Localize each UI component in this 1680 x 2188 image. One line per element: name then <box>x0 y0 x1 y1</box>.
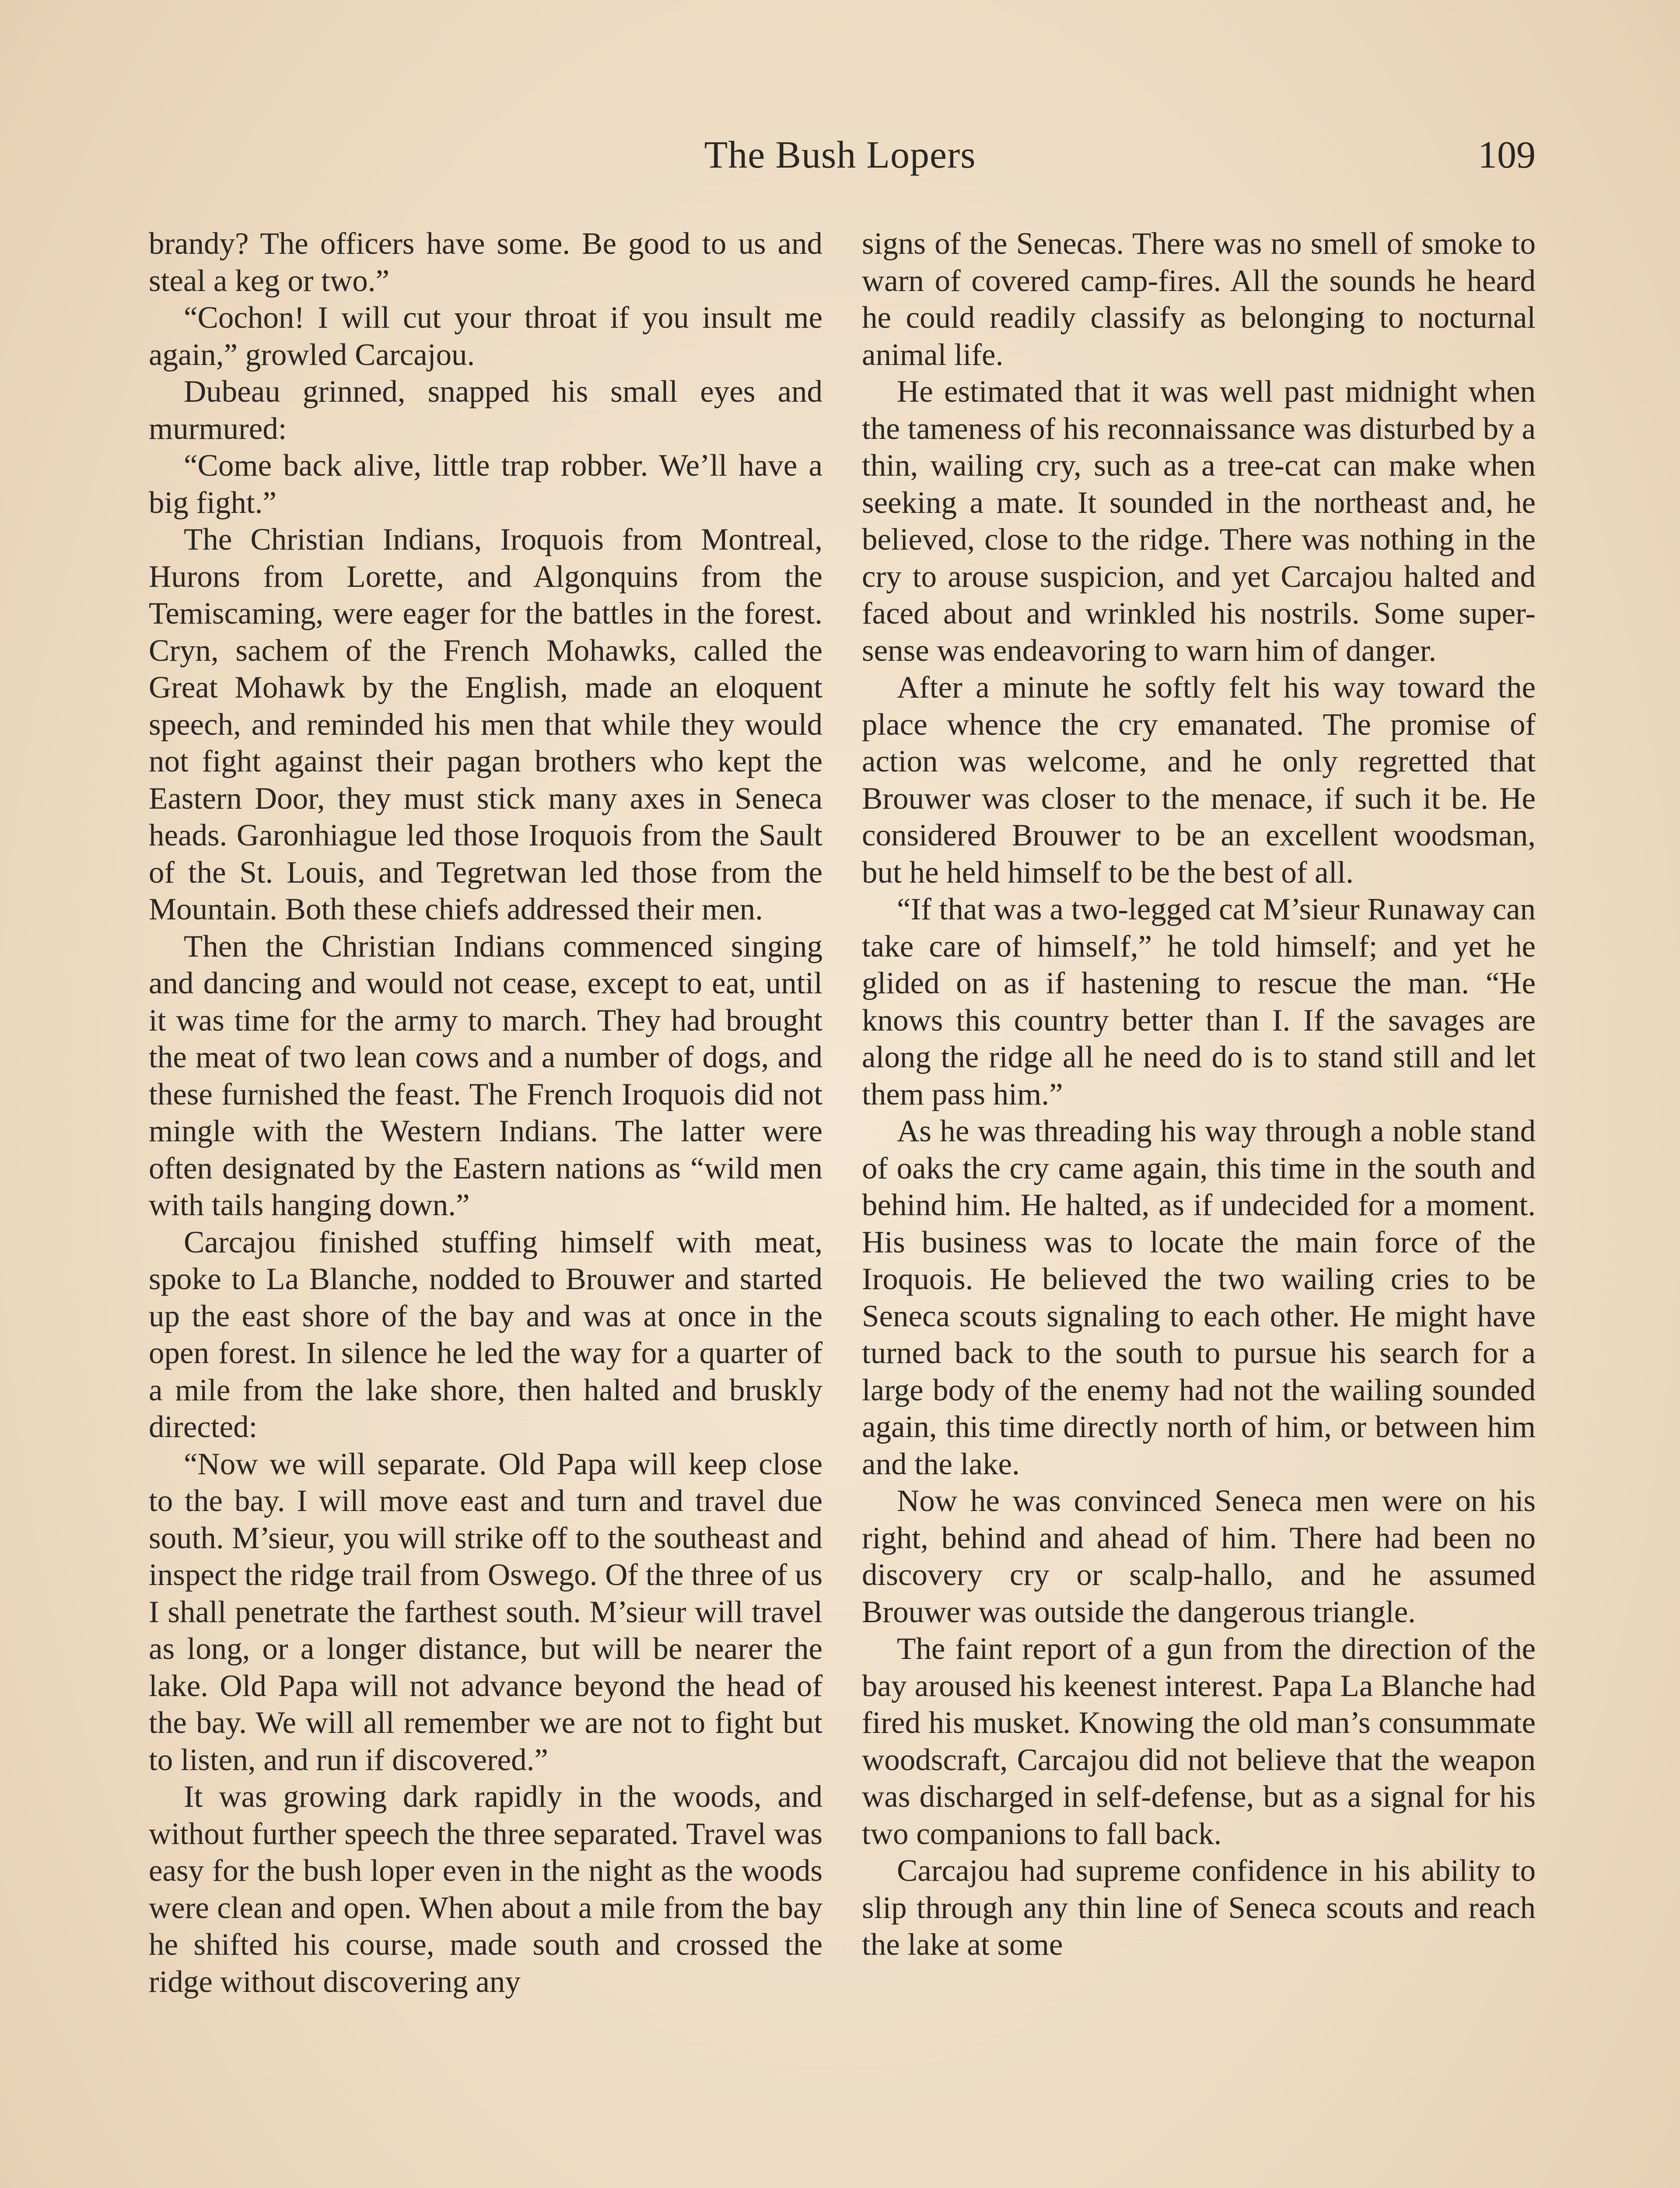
right-column <box>862 225 1536 1964</box>
page-header <box>144 131 1536 188</box>
paragraph: “Now we will separate. Old Papa will keep close to the bay. I will move east and turn and travel due south. M’sieur, you will strike off to the southeast and inspect the ridge trail from Oswego. Of the three of us I shall penetrate the farthest south. M’sieur will travel as long, or a longer distance, but will be nearer the lake. Old Papa will not advance beyond the head of the bay. We will all remember we are not to fight but to listen, and run if discovered.” <box>149 1447 822 1777</box>
page-number: 109 <box>1478 134 1536 176</box>
paragraph: brandy? The officers have some. Be good to us and steal a keg or two.” <box>149 227 822 298</box>
paragraph: Carcajou finished stuffing himself with meat, spoke to La Blanche, nodded to Brouwer and started up the east shore of the bay and was at once in the open forest. In silence he led the way for a quarter of a mile from the lake shore, then halted and bruskly directed: <box>149 1225 822 1444</box>
paragraph: After a minute he softly felt his way toward the place whence the cry emanated. The promise of action was welcome, and he only regretted that Brouwer was closer to the menace, if such it be. He considered Brouwer to be an excellent woodsman, but he held himself to be the best of all. <box>862 670 1536 890</box>
paragraph: “Cochon! I will cut your throat if you insult me again,” growled Carcajou. <box>149 301 822 372</box>
paragraph: Dubeau grinned, snapped his small eyes and murmured: <box>149 375 822 446</box>
paragraph: The faint report of a gun from the direction of the bay aroused his keenest interest. Papa La Blanche had fired his musket. Knowing the old man’s consummate woodscraft, Carcajou did not believe that the weapon was discharged in self-defense, but as a signal for his two companions to fall back. <box>862 1632 1536 1851</box>
paragraph: “Come back alive, little trap robber. We’ll have a big fight.” <box>149 449 822 520</box>
running-head: The Bush Lopers <box>704 134 976 176</box>
paragraph: Then the Christian Indians commenced singing and dancing and would not cease, except to eat, until it was time for the army to march. They had brought the meat of two lean cows and a number of dogs, and these furnished the feast. The French Iroquois did not mingle with the Western Indians. The latter were often designated by the Eastern nations as “wild men with tails hanging down.” <box>149 929 822 1222</box>
paragraph: It was growing dark rapidly in the woods, and without further speech the three separated. Travel was easy for the bush loper even in the night as the woods were clean and open. When about a mile from the bay he shifted his course, made south and crossed the ridge without discovering any <box>149 1780 822 1999</box>
paragraph: Carcajou had supreme confidence in his ability to slip through any thin line of Seneca scouts and reach the lake at some <box>862 1854 1536 1962</box>
paragraph: He estimated that it was well past midnight when the tameness of his reconnaissance was disturbed by a thin, wailing cry, such as a tree-cat can make when seeking a mate. It sounded in the northeast and, he believed, close to the ridge. There was nothing in the cry to arouse suspicion, and yet Carcajou halted and faced about and wrinkled his nostrils. Some super-sense was endeavoring to warn him of danger. <box>862 375 1536 668</box>
paragraph: signs of the Senecas. There was no smell of smoke to warn of covered camp-fires. All the sounds he heard he could readily classify as belonging to nocturnal animal life. <box>862 227 1536 372</box>
paragraph: Now he was convinced Seneca men were on his right, behind and ahead of him. There had been no discovery cry or scalp-hallo, and he assumed Brouwer was outside the dangerous triangle. <box>862 1484 1536 1629</box>
paragraph: The Christian Indians, Iroquois from Montreal, Hurons from Lorette, and Algonquins from the Temiscaming, were eager for the battles in the forest. Cryn, sachem of the French Mohawks, called the Great Mohawk by the English, made an eloquent speech, and reminded his men that while they would not fight against their pagan brothers who kept the Eastern Door, they must stick many axes in Seneca heads. Garonhiague led those Iroquois from the Sault of the St. Louis, and Tegretwan led those from the Mountain. Both these chiefs addressed their men. <box>149 522 822 926</box>
left-column <box>149 225 822 2000</box>
paragraph: As he was threading his way through a noble stand of oaks the cry came again, this time in the south and behind him. He halted, as if undecided for a moment. His business was to locate the main force of the Iroquois. He believed the two wailing cries to be Seneca scouts signaling to each other. He might have turned back to the south to pursue his search for a large body of the enemy had not the wailing sounded again, this time directly north of him, or between him and the lake. <box>862 1114 1536 1481</box>
paragraph: “If that was a two-legged cat M’sieur Runaway can take care of himself,” he told himself; and yet he glided on as if hastening to rescue the man. “He knows this country better than I. If the savages are along the ridge all he need do is to stand still and let them pass him.” <box>862 892 1536 1112</box>
